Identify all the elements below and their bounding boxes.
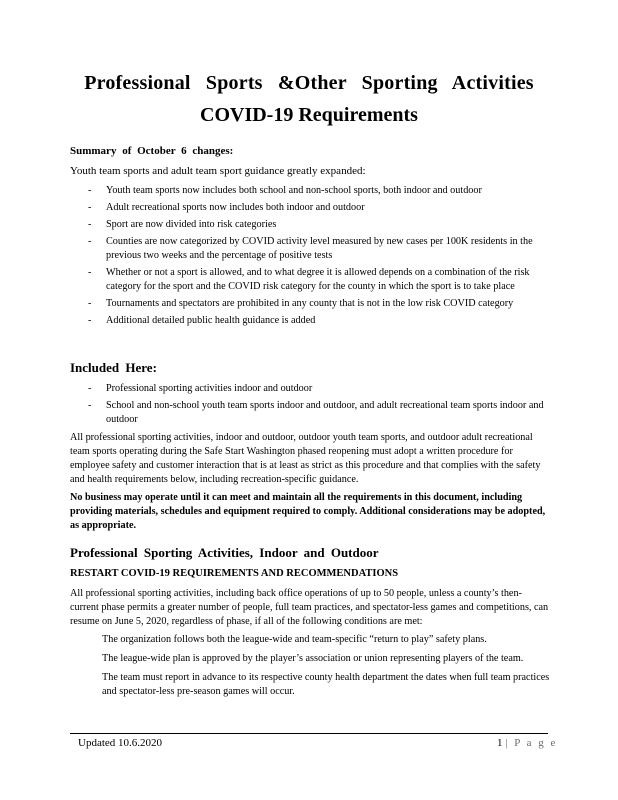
list-item: - Professional sporting activities indoor and outdoor bbox=[88, 382, 548, 396]
list-item bbox=[88, 671, 550, 699]
requirements-heading: RESTART COVID-19 REQUIREMENTS AND RECOMMENDATIONS bbox=[70, 568, 399, 579]
section-heading: Professional Sporting Activities, Indoor and Outdoor bbox=[70, 545, 379, 560]
page-number: 1 bbox=[497, 737, 503, 749]
list-item bbox=[88, 652, 550, 666]
conditions-list bbox=[88, 633, 550, 704]
list-item: - Whether or not a sport is allowed, and to what degree it is allowed depends on a combination of the risk category for the sport and the COVID risk category for the county in which the sport is to take place bbox=[88, 266, 548, 294]
list-item: - Counties are now categorized by COVID activity level measured by new cases per 100K residents in the previous two weeks and the percentage of positive tests bbox=[88, 235, 548, 263]
list-item-text: The team must report in advance to its respective county health department the dates when full team practices and spectator-less pre-season games will occur. bbox=[102, 672, 550, 697]
page-label: | P a g e bbox=[505, 737, 558, 749]
footer-divider bbox=[70, 733, 548, 734]
no-business-paragraph: No business may operate until it can meet and maintain all the requirements in this document, including providing materials, schedules and equipment required to comply. Additional considerations may be adopted, as appropriate. bbox=[70, 492, 546, 531]
list-item: - Adult recreational sports now includes both indoor and outdoor bbox=[88, 201, 548, 215]
included-heading: Included Here: bbox=[70, 360, 157, 375]
list-item: - Sport are now divided into risk categories bbox=[88, 218, 548, 232]
list-item-text: The organization follows both the league-wide and team-specific “return to play” safety plans. bbox=[102, 634, 487, 645]
included-list bbox=[88, 382, 548, 430]
summary-heading: Summary of October 6 changes: bbox=[70, 145, 234, 157]
professional-paragraph: All professional sporting activities, including back office operations of up to 50 people, unless a county’s then-current phase permits a greater number of people, full team practices, and spectator-less games and competitions, can resume on June 5, 2020, regardless of phase, if all of the following conditions are met: bbox=[70, 588, 549, 627]
list-item-text: The league-wide plan is approved by the player’s association or union representing players of the team. bbox=[102, 653, 524, 664]
footer-updated-date: Updated 10.6.2020 bbox=[78, 737, 163, 749]
procedure-paragraph: All professional sporting activities, indoor and outdoor, outdoor youth team sports, and outdoor adult recreational team sports operating during the Safe Start Washington phased reopening must adopt a written procedure for employee safety and customer interaction that is at least as strict as this procedure and that complies with the safety and health requirements below, including recreation-specific guidance. bbox=[70, 432, 541, 485]
document-title-line-2: COVID-19 Requirements bbox=[200, 104, 418, 126]
document-title-line-1: Professional Sports &Other Sporting Activities bbox=[84, 72, 534, 94]
list-item bbox=[88, 633, 550, 647]
list-item: - School and non-school youth team sports indoor and outdoor, and adult recreational team sports indoor and outdoor bbox=[88, 399, 548, 427]
summary-intro: Youth team sports and adult team sport guidance greatly expanded: bbox=[70, 165, 366, 177]
footer-page-number bbox=[497, 737, 557, 749]
list-item: - Additional detailed public health guidance is added bbox=[88, 314, 548, 328]
list-item: - Tournaments and spectators are prohibited in any county that is not in the low risk COVID category bbox=[88, 297, 548, 311]
summary-list bbox=[88, 184, 548, 331]
list-item: - Youth team sports now includes both school and non-school sports, both indoor and outdoor bbox=[88, 184, 548, 198]
